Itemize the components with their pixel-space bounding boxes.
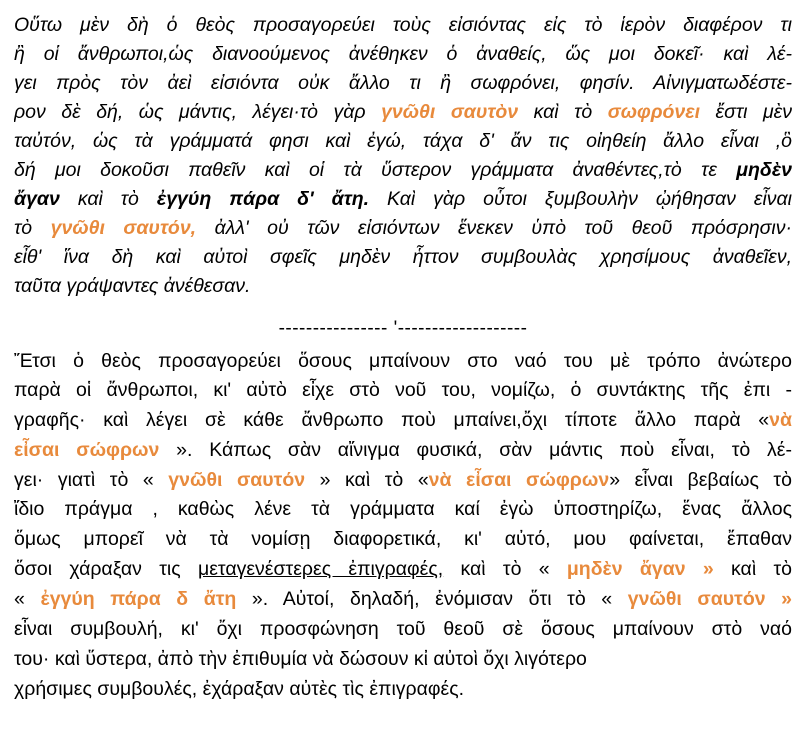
- original-line-10: [14, 273, 792, 299]
- text: τὸ: [14, 217, 51, 239]
- translation-line-3: [14, 407, 792, 433]
- highlight-gnothi: γνῶθι σαυτόν »: [627, 588, 792, 610]
- original-line-7: [14, 186, 792, 212]
- text: ». Κάπως σὰν αἴνιγμα φυσικά, σὰν μάντις ποὺ εἶναι, τὸ λέ-: [159, 439, 792, 461]
- translation-line-12: [14, 676, 792, 702]
- translation-line-1: [14, 348, 792, 374]
- translation-line-8: [14, 556, 792, 582]
- text: εἶναι συμβουλή, κι' ὄχι προσφώνηση τοῦ θεοῦ σὲ ὅσους μπαίνουν στὸ ναό: [14, 618, 792, 640]
- original-line-8: [14, 215, 792, 241]
- highlight-gnothi: γνῶθι σαυτόν,: [50, 217, 197, 239]
- translation-line-2: [14, 377, 792, 403]
- highlight-na: νὰ: [769, 409, 792, 431]
- text: ἀλλ' οὐ τῶν εἰσιόντων ἕνεκεν ὑπὸ τοῦ θεοῦ πρόσρησιν·: [196, 217, 792, 239]
- text: ἢ οἱ ἄνθρωποι,ὡς διανοούμενος ἀνέθηκεν ὁ ἀναθείς, ὥς μοι δοκεῖ· καὶ λέ-: [14, 43, 792, 65]
- underlined-text: μεταγενέστερες ἐπιγραφές,: [197, 558, 444, 580]
- bold-meden: μηδὲν: [736, 159, 792, 181]
- translation-line-9: [14, 586, 792, 612]
- highlight-engye: ἐγγύη πάρα δ ἄτη: [40, 588, 237, 610]
- highlight-gnothi: γνῶθι σαυτὸν: [381, 101, 519, 123]
- original-line-1: [14, 12, 792, 38]
- highlight-sophronei: σωφρόνει: [607, 101, 701, 123]
- highlight-na-eisai-sophron: νὰ εἶσαι σώφρων: [428, 469, 610, 491]
- text: καὶ τὸ: [518, 101, 608, 123]
- text: ὅμως μπορεῖ νὰ τὰ νομίσῃ διαφορετικά, κι' αὐτό, μου φαίνεται, ἔπαθαν: [14, 528, 792, 550]
- text: χρήσιμες συμβουλές, ἐχάραξαν αὐτὲς τὶς ἐπιγραφές.: [14, 678, 465, 700]
- text: εἶθ' ἵνα δὴ καὶ αὐτοὶ σφεῖς μηδὲν ἧττον συμβουλὰς χρησίμους ἀναθεῖεν,: [14, 246, 792, 268]
- text: ὅσοι χάραξαν τις: [14, 558, 198, 580]
- translation-line-11: [14, 646, 792, 672]
- original-line-5: [14, 128, 792, 154]
- bold-agan: ἄγαν: [14, 188, 60, 210]
- text: καὶ τὸ: [59, 188, 157, 210]
- highlight-meden-agan: μηδὲν ἄγαν »: [566, 558, 714, 580]
- text: δή μοι δοκοῦσι παθεῖν καὶ οἱ τὰ ὕστερον γράμματα ἀναθέντες,τὸ τε: [14, 159, 737, 181]
- text: » καὶ τὸ «: [305, 469, 429, 491]
- separator: ---------------- '-------------------: [278, 318, 528, 339]
- original-line-4: [14, 99, 792, 125]
- text: ». Αὐτοί, δηλαδή, ἐνόμισαν ὅτι τὸ «: [236, 588, 628, 610]
- text: γραφῆς· καὶ λέγει σὲ κάθε ἄνθρωπο ποὺ μπαίνει,ὄχι τίποτε ἄλλο παρὰ «: [14, 409, 770, 431]
- text: » εἶναι βεβαίως τὸ: [609, 469, 792, 491]
- original-line-6: [14, 157, 792, 183]
- text: παρὰ οἱ ἄνθρωποι, κι' αὐτὸ εἶχε στὸ νοῦ του, νομίζω, ὁ συντάκτης τῆς ἐπι -: [14, 379, 792, 401]
- translation-line-7: [14, 526, 792, 552]
- text: γει πρὸς τὸν ἀεὶ εἰσιόντα οὐκ ἄλλο τι ἢ σωφρόνει, φησίν. Αἰνιγματωδέστε-: [14, 72, 792, 94]
- text: «: [14, 588, 41, 610]
- text: ἴδιο πράγμα , καθὼς λένε τὰ γράμματα καί ἐγὼ ὑποστηρίζω, ἕνας ἄλλος: [14, 498, 792, 520]
- text: ταὐτόν, ὡς τὰ γράμματά φησι καὶ ἐγώ, τάχα δ' ἄν τις οἰηθείη ἄλλο εἶναι ,ὃ: [14, 130, 792, 152]
- highlight-gnothi: γνῶθι σαυτόν: [168, 469, 306, 491]
- translation-line-5: [14, 467, 792, 493]
- original-line-2: [14, 41, 792, 67]
- translation-line-6: [14, 496, 792, 522]
- text: καὶ τὸ: [713, 558, 792, 580]
- original-line-9: [14, 244, 792, 270]
- highlight-eisai-sophron: εἶσαι σώφρων: [14, 439, 160, 461]
- text: ἔστι μὲν: [700, 101, 792, 123]
- translation-line-10: [14, 616, 792, 642]
- text: Οὕτω μὲν δὴ ὁ θεὸς προσαγορεύει τοὺς εἰσιόντας εἰς τὸ ἱερὸν διαφέρον τι: [14, 14, 792, 36]
- translation-line-4: [14, 437, 792, 463]
- bold-engye: ἐγγύη πάρα δ' ἄτη.: [156, 188, 370, 210]
- text: ταῦτα γράψαντες ἀνέθεσαν.: [14, 275, 251, 297]
- original-line-3: [14, 70, 792, 96]
- text: γει· γιατὶ τὸ «: [14, 469, 169, 491]
- text: του· καὶ ὕστερα, ἀπὸ τὴν ἐπιθυμία νὰ δώσουν κἰ αὐτοὶ ὄχι λιγότερο: [14, 648, 587, 670]
- text: Καὶ γὰρ οὗτοι ξυμβουλὴν ᾠήθησαν εἶναι: [369, 188, 792, 210]
- text: καὶ τὸ «: [443, 558, 567, 580]
- text: Ἔτσι ὁ θεὸς προσαγορεύει ὅσους μπαίνουν στο ναό του μὲ τρόπο ἀνώτερο: [14, 350, 792, 372]
- text: ρον δὲ δή, ὡς μάντις, λέγει·τὸ γὰρ: [14, 101, 382, 123]
